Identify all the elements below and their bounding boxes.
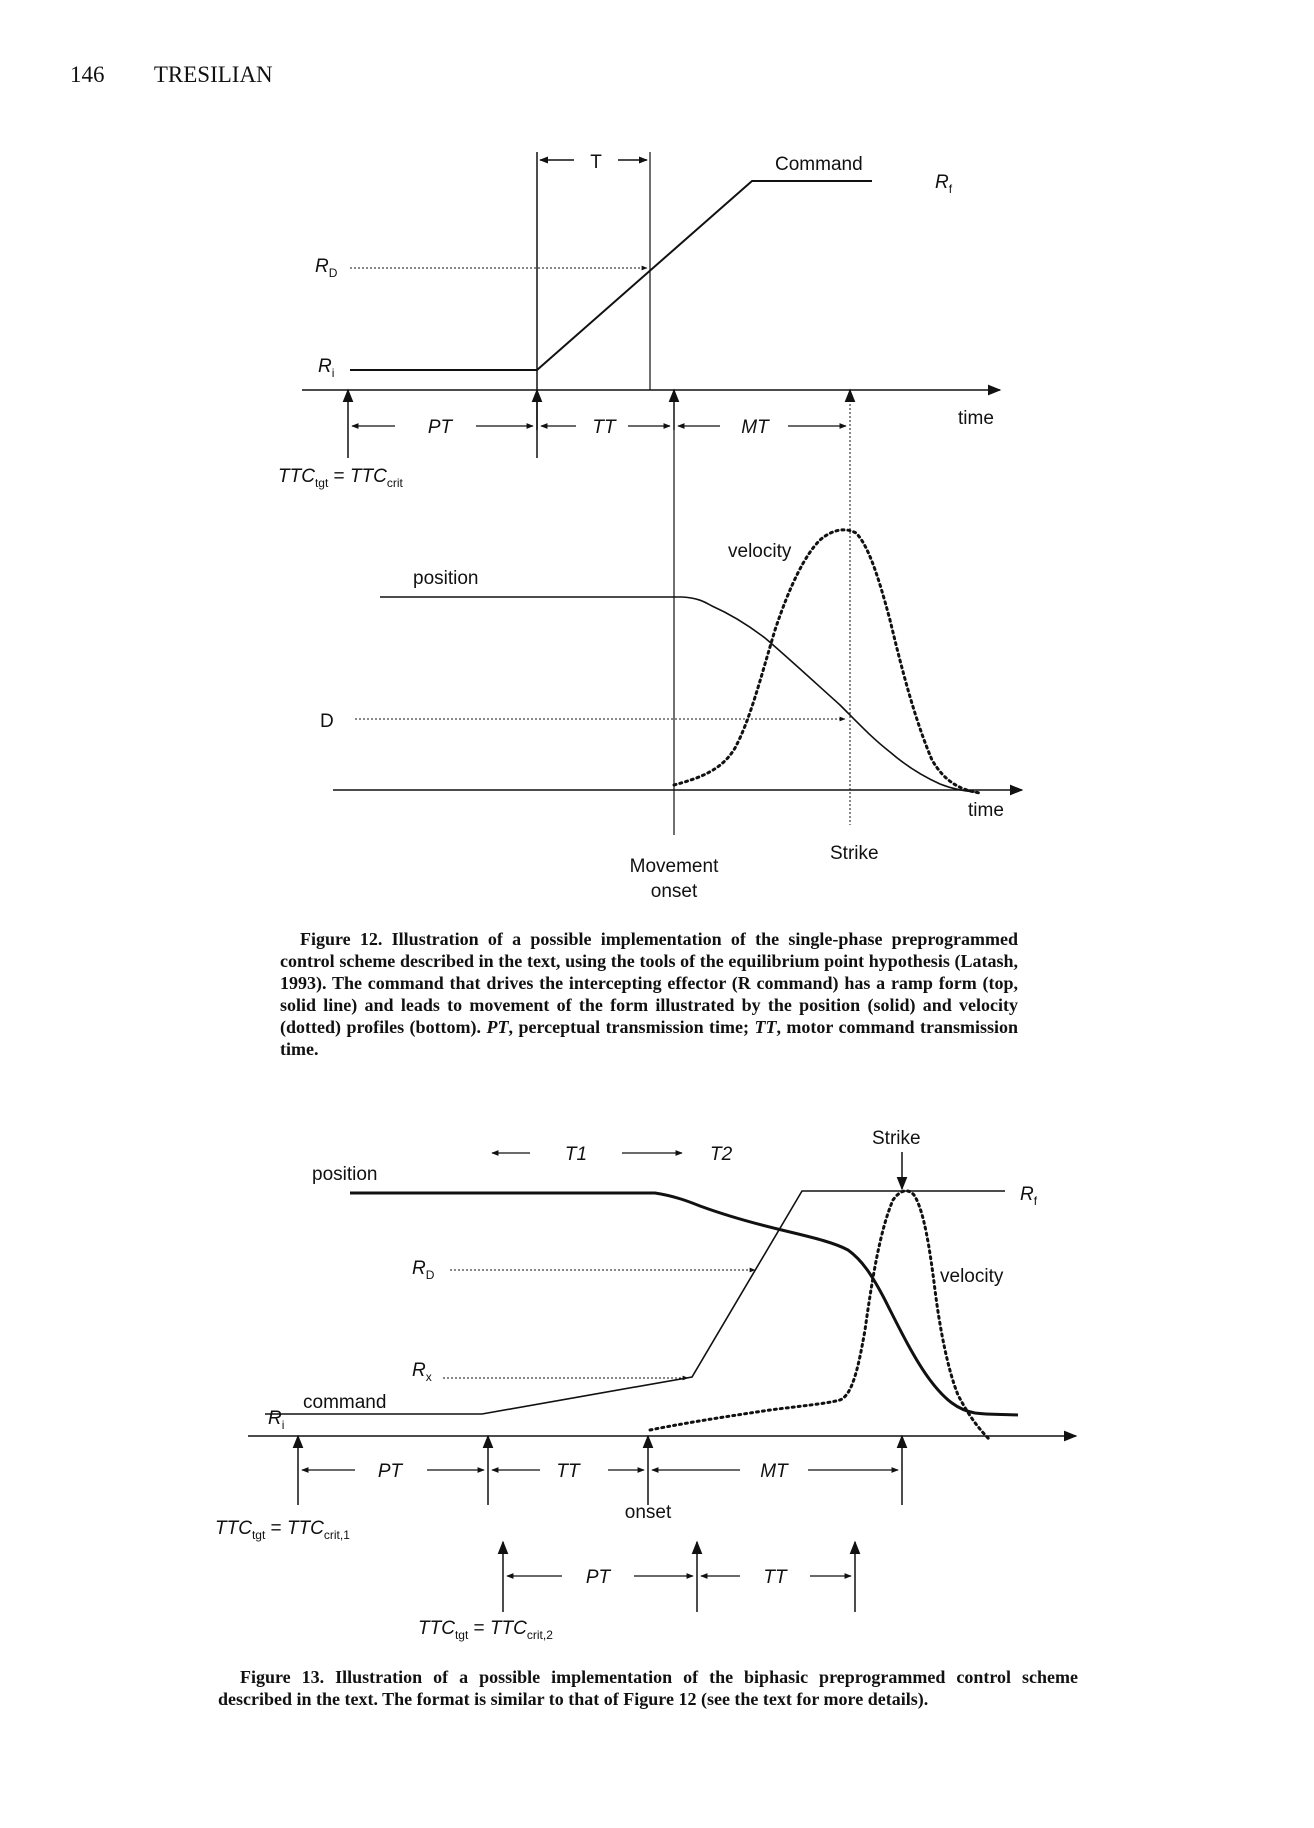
position-label: position [413, 568, 479, 589]
velocity-label-fig13: velocity [940, 1266, 1004, 1287]
movement-label: Movement [629, 856, 719, 877]
rf-label-fig13: $R_f$ [1020, 1184, 1038, 1208]
t-label: T [590, 152, 602, 173]
velocity-label: velocity [728, 541, 792, 562]
mt-label-fig13: MT [760, 1461, 788, 1482]
time-label-top: time [958, 408, 994, 429]
tt2-label: TT [763, 1567, 787, 1588]
caption-pt-definition: , perceptual transmission time; [508, 1017, 755, 1037]
page-number: 146 [70, 62, 105, 87]
strike-label-fig13: Strike [872, 1128, 921, 1149]
tt-label-top: TT [592, 417, 616, 438]
figure-12-caption-label: Figure 12. [300, 929, 383, 949]
onset-label: onset [650, 881, 698, 902]
command-label: Command [775, 154, 863, 175]
rf-label: $R_f$ [935, 172, 953, 196]
t1-label: T1 [564, 1144, 588, 1165]
ttc-equation-fig12: $TTC_{tgt} = TTC_{crit}$ [278, 466, 403, 490]
pt2-label: PT [585, 1567, 611, 1588]
running-title: TRESILIAN [153, 62, 273, 87]
rd-label: $R_D$ [315, 256, 338, 280]
ttc-equation-crit1: $TTC_{tgt} = TTC_{crit,1}$ [215, 1518, 350, 1542]
command-label-fig13: command [303, 1392, 387, 1413]
d-label: D [320, 711, 334, 732]
ri-label: $R_i$ [318, 356, 335, 380]
figure-13-caption-text: Illustration of a possible implementation of the biphasic preprogrammed control scheme described in the text. The format is similar to that of Figure 12 (see the text for more details). [218, 1667, 1078, 1709]
figure-13-caption-label: Figure 13. [240, 1667, 325, 1687]
caption-pt-term: PT [486, 1017, 509, 1037]
caption-tt-term: TT [754, 1017, 777, 1037]
position-label-fig13: position [312, 1164, 378, 1185]
ttc-equation-crit2: $TTC_{tgt} = TTC_{crit,2}$ [418, 1618, 553, 1642]
time-label-bottom: time [968, 800, 1004, 821]
tt-label-fig13: TT [556, 1461, 580, 1482]
caption-tt-definition: , motor command transmission time. [280, 1017, 1018, 1059]
t2-label: T2 [710, 1144, 733, 1165]
command-profile [265, 1191, 1005, 1414]
rx-label: $R_x$ [412, 1360, 432, 1384]
ri-label-fig13: $R_i$ [268, 1408, 285, 1432]
velocity-profile-fig13 [650, 1191, 990, 1440]
mt-label-top: MT [741, 417, 769, 438]
figure-12-caption-text: Illustration of a possible implementation of the single-phase preprogrammed control scheme described in the text, using the tools of the equilibrium point hypothesis (Latash, 1993). The command that drives the intercepting effector (R command) has a ramp form (top, solid line) and leads to movement of the form illustrated by the position (solid) and velocity (dotted) profiles (bottom). [280, 929, 1018, 1037]
position-profile-fig13 [350, 1193, 1018, 1415]
strike-label: Strike [830, 843, 879, 864]
pt-label-top: PT [427, 417, 453, 438]
figure-13-caption [218, 1666, 1078, 1710]
pt-label-fig13: PT [377, 1461, 403, 1482]
rd-label-fig13: $R_D$ [412, 1258, 435, 1282]
onset-label-fig13: onset [624, 1502, 672, 1523]
